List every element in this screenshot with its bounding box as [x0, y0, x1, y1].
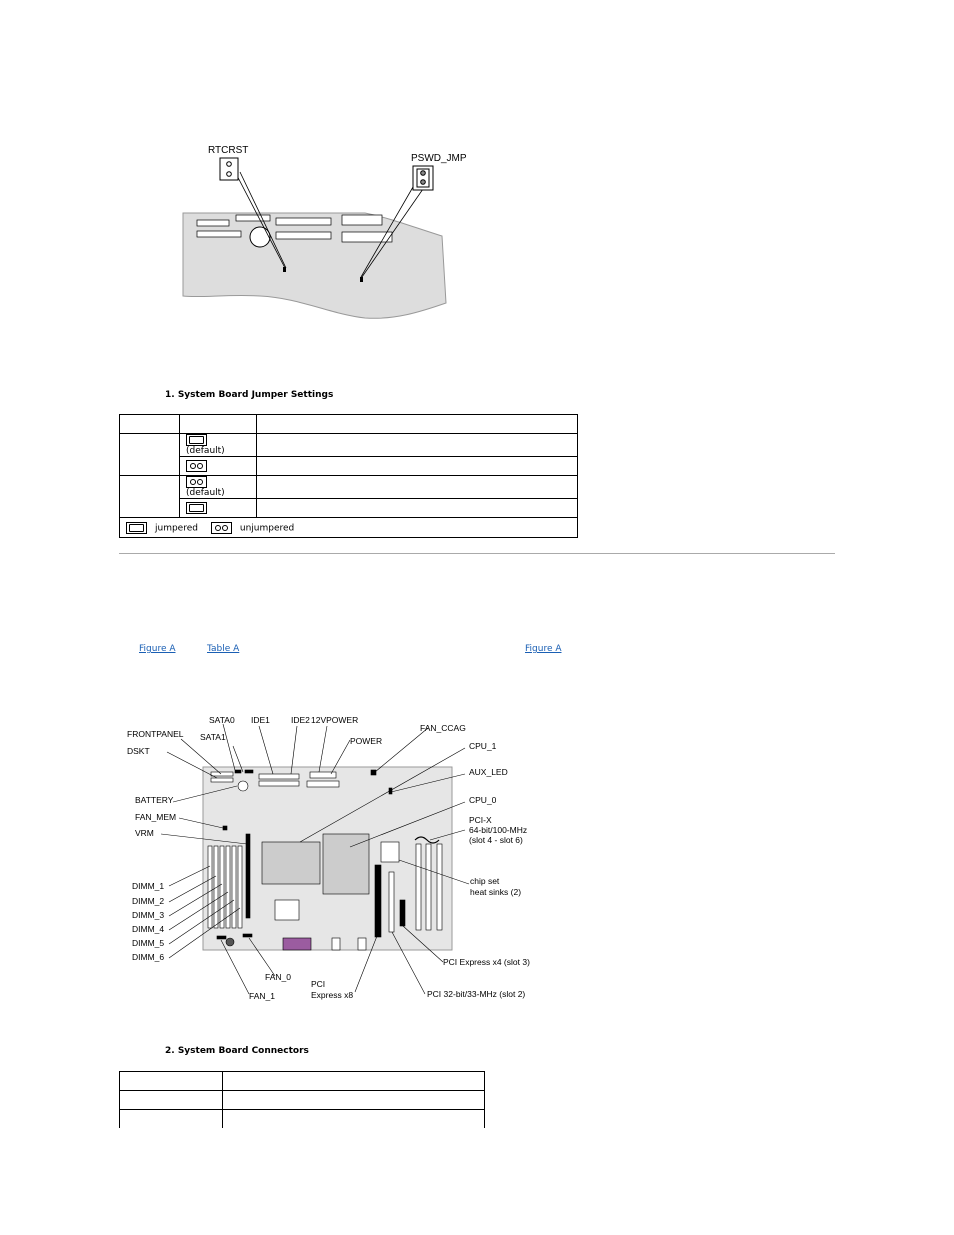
legend-jumpered: jumpered — [155, 523, 198, 533]
label-dimm2: DIMM_2 — [132, 896, 165, 906]
rtcrst-label: RTCRST — [208, 145, 249, 156]
table-row — [120, 1110, 485, 1129]
pswd-jumper-icon — [413, 166, 433, 190]
table2-caption: 2. System Board Connectors — [165, 1046, 309, 1056]
board-outline — [183, 213, 446, 318]
jumpered-icon — [126, 522, 147, 534]
unjumpered-icon — [211, 522, 232, 534]
section-divider — [119, 553, 835, 554]
label-fan-ccag: FAN_CCAG — [420, 723, 466, 733]
jumper-settings-table — [119, 414, 578, 538]
label-dskt: DSKT — [127, 746, 150, 756]
label-battery: BATTERY — [135, 795, 174, 805]
label-dimm3: DIMM_3 — [132, 910, 165, 920]
label-dimm5: DIMM_5 — [132, 938, 165, 948]
figure-a-link[interactable]: Figure A — [139, 644, 176, 654]
label-cpu1: CPU_1 — [469, 741, 497, 751]
table-row — [120, 499, 578, 518]
label-cpu0: CPU_0 — [469, 795, 497, 805]
label-pcix: PCI-X — [469, 815, 492, 825]
table-a-link[interactable]: Table A — [207, 644, 240, 654]
unjumpered-icon — [186, 460, 207, 472]
table-row — [120, 1072, 485, 1091]
table1-caption: 1. System Board Jumper Settings — [165, 390, 334, 400]
label-pcie-x4: PCI Express x4 (slot 3) — [443, 957, 530, 967]
label-pci: PCI — [311, 979, 326, 989]
table-legend-row — [120, 518, 578, 538]
jumper-location-figure — [180, 140, 467, 325]
legend-unjumpered: unjumpered — [239, 523, 295, 533]
system-board-figure — [125, 712, 535, 1007]
table-row — [120, 476, 578, 499]
label-dimm6: DIMM_6 — [132, 952, 165, 962]
label-dimm1: DIMM_1 — [132, 881, 165, 891]
label-fan0: FAN_0 — [265, 972, 291, 982]
jumpered-icon — [186, 502, 207, 514]
label-power: POWER — [350, 736, 383, 746]
table-row — [120, 434, 578, 457]
label-ide1: IDE1 — [251, 715, 270, 725]
label-fan1: FAN_1 — [249, 991, 275, 1001]
label-12vpower: 12VPOWER — [311, 715, 359, 725]
label-pcix-slots: (slot 4 - slot 6) — [469, 835, 523, 845]
jumpered-icon — [186, 434, 207, 446]
label-dimm4: DIMM_4 — [132, 924, 165, 934]
figure-a-link-2[interactable]: Figure A — [525, 644, 562, 654]
pswd-jumper-small — [360, 277, 363, 282]
default-label: (default) — [186, 446, 225, 456]
pswd-label: PSWD_JMP — [411, 153, 467, 164]
label-heatsinks: heat sinks (2) — [470, 887, 522, 897]
label-frontpanel: FRONTPANEL — [127, 729, 184, 739]
battery-icon — [250, 227, 270, 247]
label-ide2: IDE2 — [291, 715, 310, 725]
label-aux-led: AUX_LED — [469, 767, 508, 777]
label-pcix-speed: 64-bit/100-MHz — [469, 825, 528, 835]
label-pcie-x8: Express x8 — [311, 990, 354, 1000]
table-row — [120, 1091, 485, 1110]
table-row — [120, 415, 578, 434]
table-row — [120, 457, 578, 476]
label-fan-mem: FAN_MEM — [135, 812, 177, 822]
label-chipset: chip set — [470, 876, 500, 886]
default-label: (default) — [186, 488, 225, 498]
label-vrm: VRM — [135, 828, 154, 838]
unjumpered-icon — [186, 476, 207, 488]
system-board-connectors-table — [119, 1071, 485, 1128]
rtcrst-jumper-icon — [220, 158, 238, 180]
label-sata0: SATA0 — [209, 715, 235, 725]
label-sata1: SATA1 — [200, 732, 226, 742]
label-pci32: PCI 32-bit/33-MHz (slot 2) — [427, 989, 526, 999]
